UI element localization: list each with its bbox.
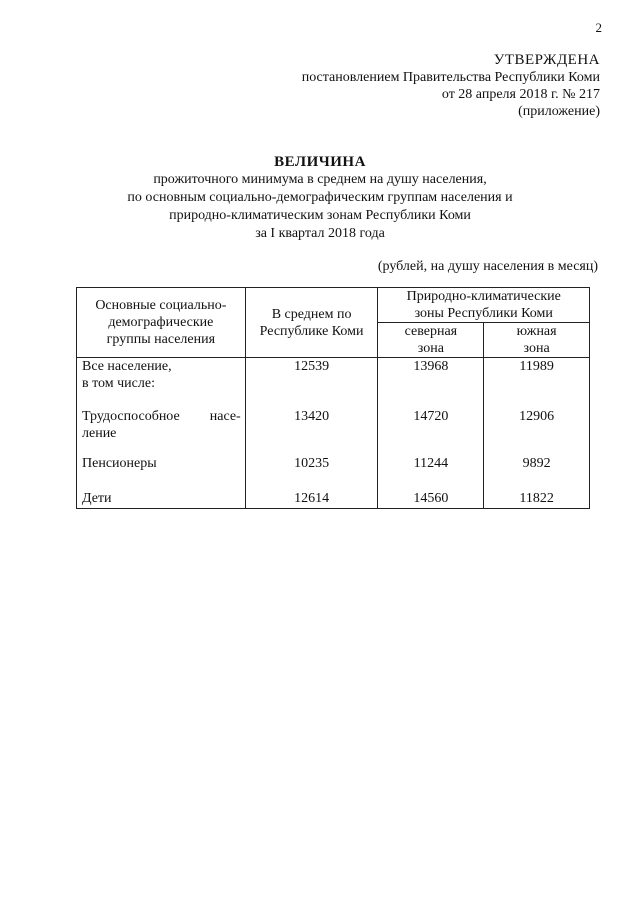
heading-line: по основным социально-демографическим группам населения и: [127, 190, 513, 205]
header-text: В среднем по: [271, 306, 352, 322]
cell-average: 12614: [245, 490, 378, 509]
header-text: южная: [516, 324, 557, 339]
approval-line: постановлением Правительства Республики Коми: [301, 70, 600, 85]
cell-average: 13420: [245, 408, 378, 455]
approval-line: от 28 апреля 2018 г. № 217: [441, 87, 600, 102]
header-south-zone: [484, 323, 590, 358]
table-row: [77, 358, 590, 409]
header-text: зона: [417, 341, 444, 356]
document-title: ВЕЛИЧИНА: [274, 154, 366, 170]
cell-average: 10235: [245, 455, 378, 490]
approval-line: (приложение): [518, 104, 600, 119]
row-label-text: Все население,: [82, 359, 172, 374]
row-label-text: в том числе:: [82, 376, 155, 391]
document-heading: [0, 153, 640, 243]
row-label-text: ление: [82, 426, 117, 441]
row-label-text: Пенсионеры: [82, 456, 157, 471]
approval-title: УТВЕРЖДЕНА: [493, 52, 600, 68]
cell-north: 11244: [378, 455, 484, 490]
row-label: [77, 455, 246, 490]
approval-block: [302, 52, 600, 120]
cell-north: 14560: [378, 490, 484, 509]
cell-south: 12906: [484, 408, 590, 455]
header-text: Основные социально-: [95, 298, 227, 313]
header-north-zone: [378, 323, 484, 358]
table-row: [77, 455, 590, 490]
table-row: [77, 408, 590, 455]
row-label-text: Трудоспособное насе-: [82, 409, 241, 424]
header-text: демографические: [108, 315, 214, 330]
row-label-text: Дети: [82, 491, 112, 506]
cell-north: 14720: [378, 408, 484, 455]
page-number: 2: [595, 20, 602, 35]
heading-line: за I квартал 2018 года: [255, 226, 385, 241]
header-text: Природно-климатические: [406, 289, 561, 304]
header-text: зона: [523, 341, 550, 356]
cell-north: 13968: [378, 358, 484, 409]
heading-line: прожиточного минимума в среднем на душу населения,: [153, 172, 487, 187]
units-note: (рублей, на душу населения в месяц): [377, 259, 598, 274]
cell-south: 11989: [484, 358, 590, 409]
cell-average: 12539: [245, 358, 378, 409]
header-zones: [378, 288, 590, 323]
subsistence-table: [76, 287, 590, 509]
header-text: Республике Коми: [259, 323, 364, 339]
row-label: [77, 358, 246, 409]
cell-south: 9892: [484, 455, 590, 490]
header-groups: [77, 288, 246, 358]
table-row: [77, 490, 590, 509]
header-average: [245, 288, 378, 358]
heading-line: природно-климатическим зонам Республики Коми: [169, 208, 471, 223]
header-text: зоны Республики Коми: [414, 306, 553, 321]
header-text: группы населения: [106, 332, 216, 347]
row-label: [77, 490, 246, 509]
cell-south: 11822: [484, 490, 590, 509]
row-label: [77, 408, 246, 455]
header-text: северная: [404, 324, 458, 339]
